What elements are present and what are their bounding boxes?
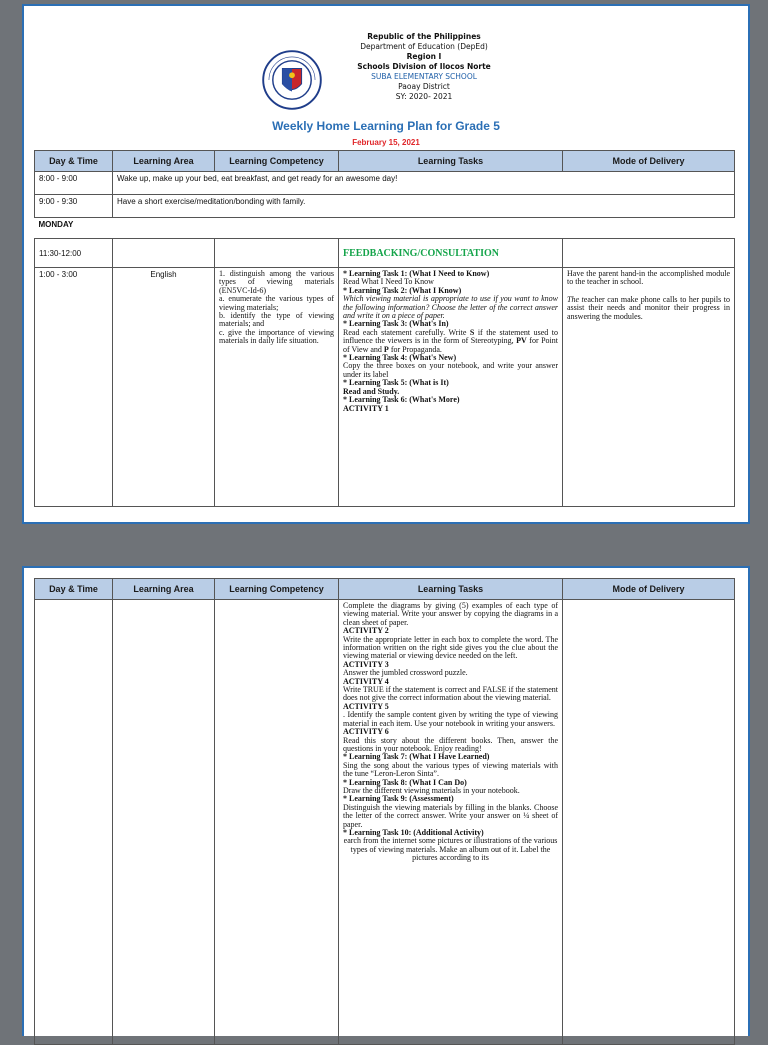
table-header-row (35, 579, 735, 600)
document-header (24, 6, 748, 148)
time-cell: 11:30-12:00 (35, 239, 113, 268)
task-heading: * Learning Task 4: (What's New) (343, 353, 457, 363)
activity-heading: ACTIVITY 5 (343, 701, 389, 711)
activity-heading: ACTIVITY 6 (343, 727, 389, 737)
delivery-text-italic: The t (567, 294, 584, 304)
task-heading: * Learning Task 7: (What I Have Learned) (343, 752, 490, 762)
competency-item: 1. distinguish among the various types of viewing materials (EN5VC-Id-6) (219, 269, 334, 295)
column-header: Learning Tasks (339, 151, 563, 172)
table-row (35, 239, 735, 268)
competency-cell (215, 268, 339, 507)
delivery-text: Have the parent hand-in the accomplished module to the teacher in school. (567, 269, 730, 287)
plan-title: Weekly Home Learning Plan for Grade 5 (272, 119, 500, 133)
task-body: ACTIVITY 1 (343, 403, 389, 413)
task-body: Distinguish the viewing materials by filling in the blanks. Choose the letter of the correct answer. Write your answer on ¼ sheet of paper. (343, 802, 558, 829)
task-text: Read each statement carefully. Write (343, 327, 470, 337)
document-page-1 (22, 4, 750, 524)
feedback-label: FEEDBACKING/CONSULTATION (343, 247, 499, 259)
task-heading: * Learning Task 9: (Assessment) (343, 794, 454, 804)
activity-cell: Wake up, make up your bed, eat breakfast, and get ready for an awesome day! (113, 172, 735, 195)
activity-heading: ACTIVITY 4 (343, 676, 389, 686)
competency-cell (215, 600, 339, 1045)
district-line: Paoay District (398, 82, 450, 91)
column-header: Learning Area (113, 151, 215, 172)
delivery-text (567, 296, 730, 321)
table-row (35, 195, 735, 218)
task-body: Copy the three boxes on your notebook, and write your answer under its label (343, 361, 558, 379)
task-heading: * Learning Task 2: (What I Know) (343, 285, 462, 295)
task-heading: * Learning Task 3: (What's In) (343, 319, 449, 329)
school-year: SY: 2020- 2021 (395, 92, 453, 101)
task-heading: * Learning Task 10: (Additional Activity) (343, 827, 484, 837)
task-heading: * Learning Task 8: (What I Can Do) (343, 777, 467, 787)
task-body: Draw the different viewing materials in your notebook. (343, 785, 520, 795)
table-header-row (35, 151, 735, 172)
task-body: earch from the internet some pictures or illustrations of the various types of viewing materials. Make an album out of it. Label the pictures according to its (343, 836, 558, 863)
column-header: Day & Time (35, 579, 113, 600)
task-text: for Propaganda. (388, 344, 442, 354)
task-body: Read What I Need To Know (343, 277, 434, 287)
task-body (343, 329, 558, 354)
republic-line: Republic of the Philippines (367, 32, 481, 41)
competency-item: a. enumerate the various types of viewing materials; (219, 294, 334, 312)
department-line: Department of Education (DepEd) (360, 42, 488, 51)
activity-heading: ACTIVITY 2 (343, 626, 389, 636)
division-line: Schools Division of Ilocos Norte (357, 62, 491, 71)
learning-plan-table-continued (34, 578, 735, 1045)
activity-cell: Have a short exercise/meditation/bonding with family. (113, 195, 735, 218)
activity-heading: ACTIVITY 3 (343, 659, 389, 669)
time-cell: 1:00 - 3:00 (35, 268, 113, 507)
task-heading: * Learning Task 1: (What I Need to Know) (343, 269, 490, 278)
task-body: Complete the diagrams by giving (5) examples of each type of viewing material. Write your answer by copying the diagrams in a clean sheet of paper. (343, 601, 558, 627)
task-body: . Identify the sample content given by writing the type of viewing material in each item. Use your notebook in writing your answers. (343, 710, 558, 728)
delivery-cell (563, 600, 735, 1045)
learning-plan-table (34, 150, 735, 507)
plan-date: February 15, 2021 (352, 138, 420, 147)
delivery-cell (563, 268, 735, 507)
table-row (35, 268, 735, 507)
competency-cell (215, 239, 339, 268)
competency-item: b. identify the type of viewing materials; and (219, 311, 334, 329)
task-text-bold: PV (516, 336, 527, 346)
task-body: Write TRUE if the statement is correct and FALSE if the statement does not give the correct information about the viewing material. (343, 685, 558, 703)
delivery-cell (563, 239, 735, 268)
table-row (35, 600, 735, 1045)
task-body: Read and Study. (343, 386, 400, 396)
column-header: Learning Competency (215, 151, 339, 172)
day-row (35, 218, 735, 239)
task-text-bold: S (469, 327, 475, 337)
competency-item: c. give the importance of viewing materials in daily life situation. (219, 327, 334, 346)
column-header: Day & Time (35, 151, 113, 172)
task-body: Write the appropriate letter in each box to complete the word. The information written on the right side gives you the clue about the viewing material or viewing device needed on the left. (343, 634, 558, 661)
task-body: Answer the jumbled crossword puzzle. (343, 668, 468, 678)
time-cell: 8:00 - 9:00 (35, 172, 113, 195)
tasks-cell (339, 268, 563, 507)
task-text-bold: P (383, 344, 389, 354)
document-page-2 (22, 566, 750, 1036)
delivery-text-rest: eacher can make phone calls to her pupils to assist their needs and monitor their progress in answering the modules. (567, 294, 730, 321)
time-cell: 9:00 - 9:30 (35, 195, 113, 218)
task-heading: * Learning Task 6: (What's More) (343, 395, 460, 405)
tasks-cell (339, 600, 563, 1045)
column-header: Learning Tasks (339, 579, 563, 600)
agency-block (324, 32, 524, 102)
area-cell (113, 239, 215, 268)
time-cell (35, 600, 113, 1045)
column-header: Mode of Delivery (563, 579, 735, 600)
column-header: Learning Competency (215, 579, 339, 600)
task-text: for Point of View and (343, 336, 558, 354)
column-header: Mode of Delivery (563, 151, 735, 172)
task-body: Read this story about the different books. Then, answer the questions in your notebook. Enjoy reading! (343, 735, 558, 753)
day-label: MONDAY (35, 218, 735, 239)
task-text: if the statement used to influence the viewers is in the form of Stereotyping, (343, 327, 559, 346)
area-cell: English (113, 268, 215, 507)
task-body: Which viewing material is appropriate to use if you want to know the following information? Choose the letter of the correct answer and write it on a piece of paper. (343, 294, 558, 321)
task-body: Sing the song about the various types of viewing materials with the tune “Leron-Leron Sinta”. (343, 760, 558, 779)
table-row (35, 172, 735, 195)
task-heading: * Learning Task 5: (What is It) (343, 378, 449, 388)
school-name: SUBA ELEMENTARY SCHOOL (371, 72, 477, 81)
feedback-cell (339, 239, 563, 268)
column-header: Learning Area (113, 579, 215, 600)
region-line: Region I (406, 52, 442, 61)
area-cell (113, 600, 215, 1045)
